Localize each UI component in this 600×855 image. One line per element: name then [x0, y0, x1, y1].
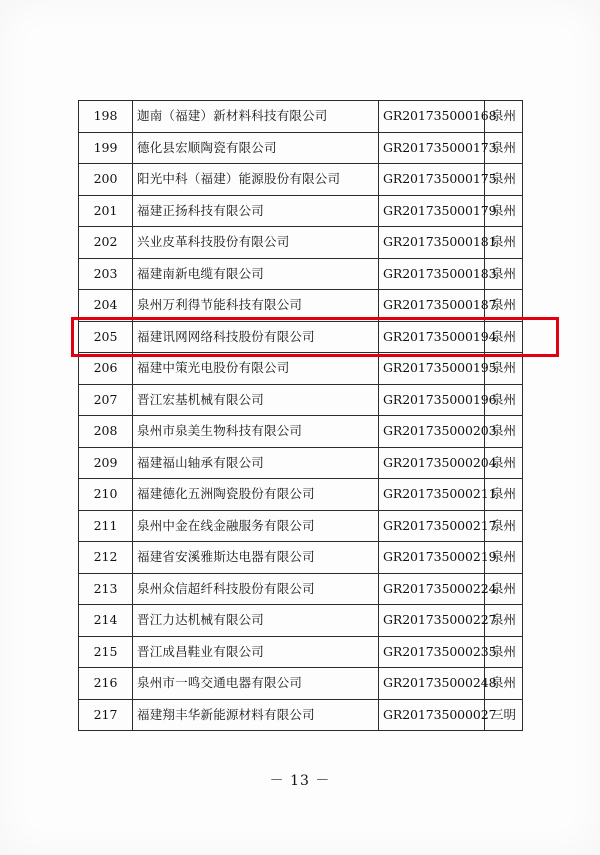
page-number: － 13 － [269, 773, 331, 789]
cell-certificate-code: GR201735000181 [379, 227, 485, 259]
table-row [79, 132, 523, 164]
cell-index: 204 [79, 290, 133, 322]
cell-company-name: 晋江成昌鞋业有限公司 [133, 636, 379, 668]
cell-index: 200 [79, 164, 133, 196]
cell-city: 泉州 [485, 668, 523, 700]
cell-certificate-code: GR201735000195 [379, 353, 485, 385]
cell-certificate-code: GR201735000227 [379, 605, 485, 637]
table-row [79, 101, 523, 133]
cell-certificate-code: GR201735000194 [379, 321, 485, 353]
cell-city: 泉州 [485, 605, 523, 637]
cell-certificate-code: GR201735000204 [379, 447, 485, 479]
cell-index: 215 [79, 636, 133, 668]
cell-index: 211 [79, 510, 133, 542]
table-row [79, 605, 523, 637]
cell-city: 泉州 [485, 164, 523, 196]
cell-index: 207 [79, 384, 133, 416]
cell-company-name: 福建讯网网络科技股份有限公司 [133, 321, 379, 353]
cell-city: 泉州 [485, 636, 523, 668]
certified-enterprises-table-wrapper [78, 100, 522, 731]
certified-enterprises-table [78, 100, 523, 731]
cell-index: 206 [79, 353, 133, 385]
cell-company-name: 晋江力达机械有限公司 [133, 605, 379, 637]
table-row [79, 447, 523, 479]
cell-certificate-code: GR201735000179 [379, 195, 485, 227]
table-row [79, 258, 523, 290]
cell-company-name: 泉州中金在线金融服务有限公司 [133, 510, 379, 542]
cell-company-name: 德化县宏顺陶瓷有限公司 [133, 132, 379, 164]
table-row [79, 573, 523, 605]
table-row [79, 321, 523, 353]
table-row [79, 164, 523, 196]
cell-city: 泉州 [485, 258, 523, 290]
cell-certificate-code: GR201735000183 [379, 258, 485, 290]
cell-index: 212 [79, 542, 133, 574]
cell-index: 209 [79, 447, 133, 479]
cell-certificate-code: GR201735000235 [379, 636, 485, 668]
cell-city: 泉州 [485, 384, 523, 416]
cell-index: 199 [79, 132, 133, 164]
cell-city: 泉州 [485, 353, 523, 385]
table-row [79, 416, 523, 448]
cell-company-name: 泉州众信超纤科技股份有限公司 [133, 573, 379, 605]
cell-certificate-code: GR201735000027 [379, 699, 485, 731]
table-row [79, 384, 523, 416]
cell-city: 泉州 [485, 290, 523, 322]
table-row [79, 353, 523, 385]
cell-city: 泉州 [485, 227, 523, 259]
cell-certificate-code: GR201735000173 [379, 132, 485, 164]
cell-city: 泉州 [485, 479, 523, 511]
cell-certificate-code: GR201735000219 [379, 542, 485, 574]
cell-city: 泉州 [485, 195, 523, 227]
cell-company-name: 福建福山轴承有限公司 [133, 447, 379, 479]
cell-company-name: 泉州万利得节能科技有限公司 [133, 290, 379, 322]
table-body [79, 101, 523, 731]
cell-company-name: 晋江宏基机械有限公司 [133, 384, 379, 416]
cell-certificate-code: GR201735000224 [379, 573, 485, 605]
cell-city: 泉州 [485, 573, 523, 605]
cell-certificate-code: GR201735000175 [379, 164, 485, 196]
cell-company-name: 福建正扬科技有限公司 [133, 195, 379, 227]
cell-company-name: 迦南（福建）新材料科技有限公司 [133, 101, 379, 133]
cell-certificate-code: GR201735000248 [379, 668, 485, 700]
cell-city: 泉州 [485, 447, 523, 479]
cell-index: 208 [79, 416, 133, 448]
cell-index: 217 [79, 699, 133, 731]
cell-certificate-code: GR201735000168 [379, 101, 485, 133]
cell-city: 三明 [485, 699, 523, 731]
cell-company-name: 阳光中科（福建）能源股份有限公司 [133, 164, 379, 196]
cell-index: 205 [79, 321, 133, 353]
cell-city: 泉州 [485, 132, 523, 164]
table-row [79, 290, 523, 322]
cell-certificate-code: GR201735000203 [379, 416, 485, 448]
table-row [79, 699, 523, 731]
cell-index: 198 [79, 101, 133, 133]
cell-index: 210 [79, 479, 133, 511]
cell-certificate-code: GR201735000187 [379, 290, 485, 322]
cell-city: 泉州 [485, 101, 523, 133]
cell-company-name: 福建中策光电股份有限公司 [133, 353, 379, 385]
table-row [79, 227, 523, 259]
cell-company-name: 福建翔丰华新能源材料有限公司 [133, 699, 379, 731]
cell-certificate-code: GR201735000217 [379, 510, 485, 542]
table-row [79, 668, 523, 700]
cell-company-name: 泉州市一鸣交通电器有限公司 [133, 668, 379, 700]
cell-city: 泉州 [485, 321, 523, 353]
cell-index: 202 [79, 227, 133, 259]
cell-city: 泉州 [485, 416, 523, 448]
table-row [79, 195, 523, 227]
cell-certificate-code: GR201735000211 [379, 479, 485, 511]
cell-index: 216 [79, 668, 133, 700]
table-row [79, 542, 523, 574]
table-row [79, 510, 523, 542]
cell-index: 201 [79, 195, 133, 227]
cell-company-name: 兴业皮革科技股份有限公司 [133, 227, 379, 259]
cell-company-name: 福建南新电缆有限公司 [133, 258, 379, 290]
cell-index: 213 [79, 573, 133, 605]
cell-city: 泉州 [485, 510, 523, 542]
table-row [79, 479, 523, 511]
cell-company-name: 泉州市泉美生物科技有限公司 [133, 416, 379, 448]
cell-company-name: 福建德化五洲陶瓷股份有限公司 [133, 479, 379, 511]
cell-index: 214 [79, 605, 133, 637]
table-row [79, 636, 523, 668]
cell-index: 203 [79, 258, 133, 290]
cell-company-name: 福建省安溪雅斯达电器有限公司 [133, 542, 379, 574]
cell-certificate-code: GR201735000196 [379, 384, 485, 416]
cell-city: 泉州 [485, 542, 523, 574]
